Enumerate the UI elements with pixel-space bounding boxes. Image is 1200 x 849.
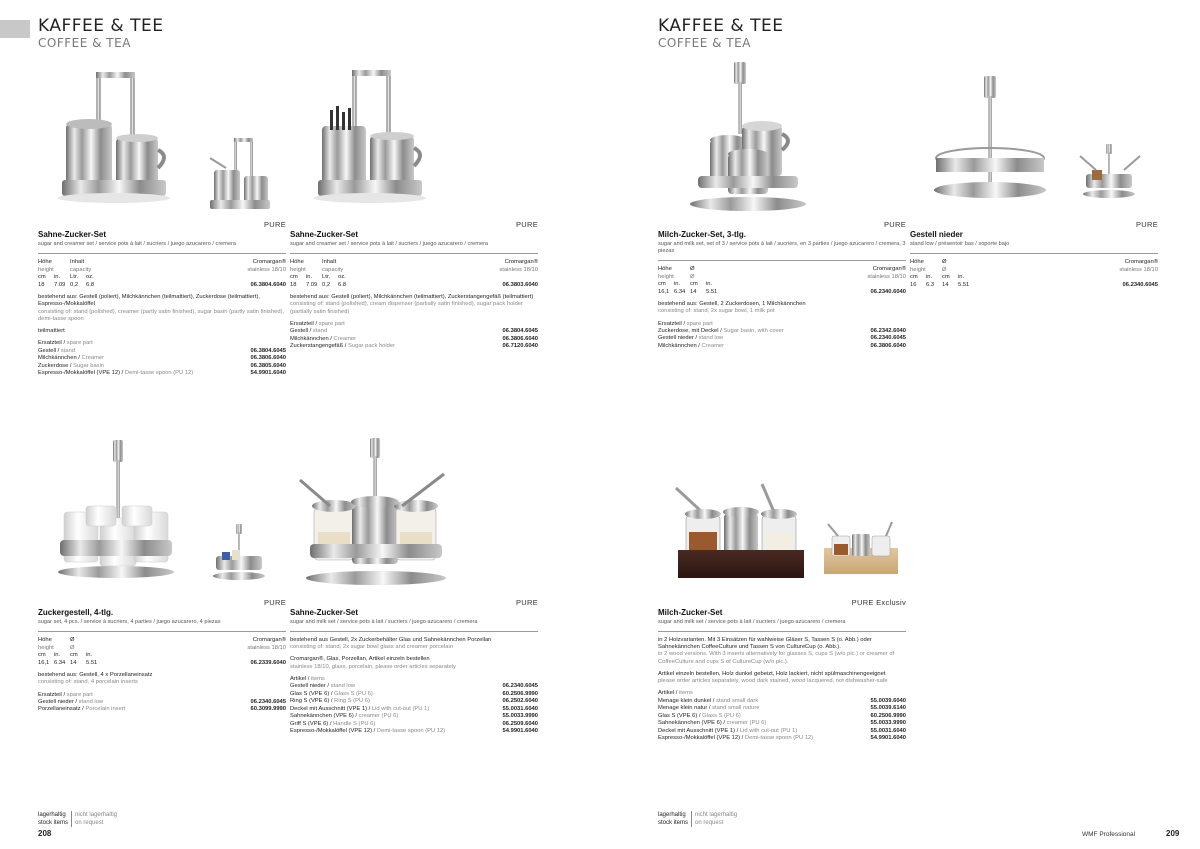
item-name: Zuckerstangengefäß <box>290 343 344 350</box>
product-title: Zuckergestell, 4-tlg. <box>38 608 114 617</box>
item-name-en: Creamer <box>81 355 105 362</box>
spec-value: 18 <box>38 281 45 288</box>
list-item: Zuckerdose / Sugar basin 06.3805.6040 <box>38 362 286 369</box>
spec-header: Höhe <box>658 265 672 272</box>
legend-request-en: on request <box>695 820 724 827</box>
spec-header: Inhalt <box>70 258 85 265</box>
item-name: Glas S (VPE 6) <box>290 690 330 697</box>
article-number: 06.2340.6045 <box>250 698 286 705</box>
spec-value: 14 <box>70 659 77 666</box>
product-subtitle: sugar and milk set / service pots à lait / sucriers / juego azucarero / cremera <box>290 619 478 625</box>
article-number: 06.3804.6045 <box>250 347 286 354</box>
brand-footer: WMF Professional <box>1082 831 1136 838</box>
article-number: 55.0033.9990 <box>502 713 538 720</box>
spec-unit: oz. <box>338 274 346 281</box>
spec-table <box>658 266 906 296</box>
description-en: consisting of: stand, 2x sugar bowl, 1 milk pot <box>658 308 775 315</box>
spare-part-list <box>658 328 906 351</box>
article-number: 55.0031.6040 <box>502 705 538 712</box>
item-name-en: creamer (PU 6) <box>358 713 399 720</box>
item-name: Deckel mit Ausschnitt (VPE 1) <box>658 727 735 734</box>
spare-part-list <box>290 328 538 351</box>
legend-request-de: nicht lagerhaltig <box>75 812 118 818</box>
item-name-en: Creamer <box>333 335 357 342</box>
milk-sugar-wood-set-illustration <box>658 432 906 590</box>
item-name-en: creamer (PU 6) <box>726 720 767 727</box>
spec-unit: oz. <box>86 274 94 281</box>
spare-part-heading: Ersatzteil / spare part <box>38 691 93 698</box>
spec-value: 14 <box>942 281 949 288</box>
product-photo <box>658 432 906 590</box>
list-item: Deckel mit Ausschnitt (VPE 1) / Lid with cut-out (PU 1) 55.0031.6040 <box>658 727 906 734</box>
spec-value: 6.34 <box>674 288 686 295</box>
spare-part-list <box>38 699 286 714</box>
spec-table <box>38 259 286 289</box>
spec-unit: cm <box>38 652 46 659</box>
spec-unit: in. <box>54 274 61 281</box>
spec-value: 0,2 <box>322 281 331 288</box>
article-number: 60.3099.9990 <box>250 706 286 713</box>
product-subtitle: sugar and milk set, set of 3 / service pots à lait / sucriers, en 3 parties / juego azucarero / cremera, 3 piezas <box>658 241 906 254</box>
item-name-en: Demi-tasse spoon (PU 12) <box>124 370 194 377</box>
item-name-en: stand small nature <box>712 705 760 712</box>
spare-part-heading: Ersatzteil / spare part <box>38 340 93 347</box>
item-name: Deckel mit Ausschnitt (VPE 1) <box>290 705 367 712</box>
item-name-en: Handle S (PU 6) <box>333 720 376 727</box>
item-name-en: stand <box>60 347 76 354</box>
material-note-en: stainless 18/10, glass, porcelain, please order articles separately <box>290 663 456 670</box>
product-info <box>290 608 538 736</box>
spec-header: Cromargan® <box>1124 258 1158 265</box>
article-number: 06.2339.6040 <box>250 659 286 666</box>
divider <box>910 253 1158 254</box>
spec-header-en: capacity <box>70 266 92 273</box>
legend-request-de: nicht lagerhaltig <box>695 812 738 818</box>
spare-part-label: Ersatzteil <box>38 691 62 698</box>
description-de: bestehend aus: Gestell (poliert), Milchkännchen (teilmattiert), Zuckerdose (teilmattiert), Espresso-/Mokkalöffel <box>38 294 260 308</box>
spec-header-en: Ø <box>690 273 695 280</box>
spec-value: 7.09 <box>306 281 318 288</box>
product-photo <box>290 62 538 220</box>
spec-header: Höhe <box>290 258 304 265</box>
spec-value: 18 <box>290 281 297 288</box>
divider <box>290 253 538 254</box>
article-number: 54.9901.6040 <box>502 728 538 735</box>
product-info <box>658 230 906 350</box>
product-subtitle: stand low / présentoir bas / soporte bajo <box>910 241 1010 247</box>
item-name: Gestell <box>38 347 57 354</box>
item-name-en: Lid with cut-out (PU 1) <box>371 705 430 712</box>
list-item: Griff S (VPE 6) / Handle S (PU 6) 06.2509.6040 <box>290 720 538 727</box>
item-name: Gestell nieder <box>38 698 74 705</box>
material-note-en: please order articles separately, wood dark stained, wood lacquered, not dishwasher-safe <box>658 678 888 685</box>
spec-unit: in. <box>86 652 93 659</box>
divider <box>658 260 906 261</box>
list-item: Espresso-/Mokkalöffel (VPE 12) / Demi-tasse spoon (PU 12) 54.9901.6040 <box>658 735 906 742</box>
spec-unit: cm <box>910 274 918 281</box>
sugar-creamer-set-illustration <box>290 62 538 220</box>
item-name: Milchkännchen <box>38 355 77 362</box>
article-number: 55.0039.6140 <box>870 705 906 712</box>
spare-part-label-en: spare part <box>686 320 713 327</box>
product-info <box>658 608 906 743</box>
item-name: Espresso-/Mokkalöffel (VPE 12) <box>290 728 373 735</box>
spec-unit: Ltr. <box>322 274 331 281</box>
items-heading: Artikel / items <box>658 690 693 697</box>
spec-unit: in. <box>54 652 61 659</box>
product-photo <box>38 432 286 590</box>
sugar-stand-illustration <box>38 432 286 590</box>
list-item: Ring S (VPE 6) / Ring S (PU 6) 06.2502.6040 <box>290 698 538 705</box>
divider <box>290 631 538 632</box>
legend-request-en: on request <box>75 820 104 827</box>
spare-part-list <box>38 348 286 378</box>
spec-value: 7.09 <box>54 281 66 288</box>
page-subtitle: COFFEE & TEA <box>658 36 751 50</box>
article-number: 06.3806.6040 <box>870 342 906 349</box>
description-en: consisting of: stand (polished), creamer (partly satin finished), sugar basin (partly satin finished), demi-tasse spoon <box>38 308 285 322</box>
article-number: 55.0039.6040 <box>870 697 906 704</box>
product-photo <box>38 62 286 220</box>
item-name: Ring S (VPE 6) <box>290 698 330 705</box>
product-subtitle: sugar and creamer set / service pots à lait / sucriers / juego azucarero / cremera <box>290 241 489 247</box>
spec-header: Höhe <box>38 258 52 265</box>
list-item: Porzellaneinsatz / Porcelain insert 60.3099.9990 <box>38 706 286 713</box>
list-item: Milchkännchen / Creamer 06.3806.6040 <box>38 355 286 362</box>
list-item: Menage klein dunkel / stand small dark 55.0039.6040 <box>658 697 906 704</box>
item-name-en: stand low <box>330 683 356 690</box>
spec-unit: Ltr. <box>70 274 79 281</box>
legend-stock-de: lagerhaltig <box>38 811 72 819</box>
spec-unit: in. <box>306 274 313 281</box>
page-title: KAFFEE & TEE <box>38 16 164 36</box>
spec-header: Ø <box>690 265 695 272</box>
item-name: Griff S (VPE 6) <box>290 720 329 727</box>
item-name: Espresso-/Mokkalöffel (VPE 12) <box>38 370 121 377</box>
finish-note: teilmattiert <box>38 328 65 335</box>
product-subtitle: sugar and creamer set / service pots à lait / sucriers / juego azucarero / cremera <box>38 241 237 247</box>
spec-header: Cromargan® <box>872 265 906 272</box>
spec-value: 16,1 <box>38 659 50 666</box>
spec-header: Höhe <box>38 636 52 643</box>
list-item: Gestell / stand 06.3804.6045 <box>290 328 538 335</box>
spec-header: Cromargan® <box>252 636 286 643</box>
item-name: Sahnekännchen (VPE 6) <box>658 720 722 727</box>
item-name-en: stand low <box>698 335 724 342</box>
product-photo <box>658 62 906 220</box>
list-item: Gestell nieder / stand low 06.2340.6045 <box>658 335 906 342</box>
article-number: 54.9901.6040 <box>870 735 906 742</box>
product-title: Sahne-Zucker-Set <box>38 230 107 239</box>
article-number: 55.0033.9990 <box>870 720 906 727</box>
description-en: consisting of: stand (polished), cream dispenser (partially satin finished), sugar pack holder (partially satin finished) <box>290 301 523 315</box>
spare-part-label: Ersatzteil <box>658 320 682 327</box>
item-name-en: Glass S (PU 6) <box>702 712 741 719</box>
spec-unit: cm <box>38 274 46 281</box>
catalog-page-right <box>600 0 1200 849</box>
item-name-en: Sugar pack holder <box>348 343 396 350</box>
list-item: Menage klein natur / stand small nature 55.0039.6140 <box>658 705 906 712</box>
product-line-tag: PURE <box>515 598 538 607</box>
article-number: 06.2509.6040 <box>502 720 538 727</box>
product-line-tag: PURE <box>883 220 906 229</box>
product-line-tag: PURE <box>263 598 286 607</box>
item-name: Sahnekännchen (VPE 6) <box>290 713 354 720</box>
article-number: 06.2342.6040 <box>870 327 906 334</box>
spec-header-en: height <box>38 266 54 273</box>
stock-legend <box>38 811 117 827</box>
item-name: Milchkännchen <box>290 335 329 342</box>
product-line-tag: PURE <box>515 220 538 229</box>
product-info <box>290 230 538 351</box>
spec-unit: in. <box>706 281 713 288</box>
item-name-en: Creamer <box>701 342 725 349</box>
product-photo <box>290 432 538 590</box>
item-name: Espresso-/Mokkalöffel (VPE 12) <box>658 735 741 742</box>
item-name: Menage klein dunkel <box>658 697 712 704</box>
list-item: Espresso-/Mokkalöffel (VPE 12) / Demi-tasse spoon (PU 12) 54.9901.6040 <box>290 728 538 735</box>
page-title: KAFFEE & TEE <box>658 16 784 36</box>
spec-header-en: height <box>910 266 926 273</box>
item-name-en: stand <box>312 328 328 335</box>
item-name-en: Porcelain insert <box>85 706 126 713</box>
spec-value: 5.51 <box>958 281 970 288</box>
item-name: Gestell nieder <box>658 335 694 342</box>
item-name-en: Ring S (PU 6) <box>334 698 370 705</box>
items-list <box>658 698 906 743</box>
items-label-en: items <box>310 675 325 682</box>
spec-value: 5.51 <box>706 288 718 295</box>
article-number: 54.9901.6040 <box>250 370 286 377</box>
divider <box>658 631 906 632</box>
item-name: Menage klein natur <box>658 705 708 712</box>
item-name-en: stand low <box>78 698 104 705</box>
list-item: Gestell nieder / stand low 06.2340.6045 <box>290 683 538 690</box>
spec-value: 6.3 <box>926 281 935 288</box>
spare-part-label: Ersatzteil <box>38 340 62 347</box>
list-item: Milchkännchen / Creamer 06.3806.6040 <box>658 342 906 349</box>
description-en: consisting of: stand, 2x sugar bowl glass and creamer porcelain <box>290 644 454 651</box>
list-item: Sahnekännchen (VPE 6) / creamer (PU 6) 55.0033.9990 <box>290 713 538 720</box>
product-title: Gestell nieder <box>910 230 963 239</box>
spec-header-en: height <box>290 266 306 273</box>
spec-unit: in. <box>958 274 965 281</box>
item-name-en: Demi-tasse spoon (PU 12) <box>376 728 446 735</box>
product-title: Milch-Zucker-Set, 3-tlg. <box>658 230 747 239</box>
spec-value: 6.34 <box>54 659 66 666</box>
items-list <box>290 683 538 736</box>
spec-header: Cromargan® <box>504 258 538 265</box>
product-subtitle: sugar and milk set / service pots à lait / sucriers / juego azucarero / cremera <box>658 619 846 625</box>
product-info <box>910 230 1158 289</box>
low-stand-illustration <box>910 62 1158 220</box>
item-name: Milchkännchen <box>658 342 697 349</box>
list-item: Zuckerdose, mit Deckel / Sugar basin, with cover 06.2342.6040 <box>658 327 906 334</box>
item-name-en: Sugar basin <box>73 362 105 369</box>
item-name: Zuckerdose, mit Deckel <box>658 327 719 334</box>
item-name: Gestell nieder <box>290 683 326 690</box>
article-number: 06.3803.6040 <box>502 281 538 288</box>
item-name: Zuckerdose <box>38 362 69 369</box>
spare-part-heading: Ersatzteil / spare part <box>290 320 345 327</box>
item-name-en: Glass S (PU 6) <box>334 690 373 697</box>
spec-header-en: Ø <box>942 266 947 273</box>
product-photo <box>910 62 1158 220</box>
spec-header: Ø <box>70 636 75 643</box>
spec-header: Höhe <box>910 258 924 265</box>
spec-header-en: stainless 18/10 <box>1119 266 1158 273</box>
article-number: 06.3804.6045 <box>502 328 538 335</box>
item-name-en: stand small dark <box>716 697 759 704</box>
article-number: 06.2340.6045 <box>1122 281 1158 288</box>
article-number: 06.3806.6040 <box>250 355 286 362</box>
items-label-en: items <box>678 690 693 697</box>
article-number: 06.2340.6045 <box>870 335 906 342</box>
sugar-milk-set-illustration <box>290 432 538 590</box>
spec-value: 6.8 <box>86 281 95 288</box>
item-name-en: Demi-tasse spoon (PU 12) <box>744 735 814 742</box>
list-item: Gestell / stand 06.3804.6045 <box>38 347 286 354</box>
page-number: 208 <box>38 829 52 838</box>
article-number: 06.2340.6045 <box>502 683 538 690</box>
product-title: Sahne-Zucker-Set <box>290 608 359 617</box>
product-title: Milch-Zucker-Set <box>658 608 723 617</box>
spec-header: Cromargan® <box>252 258 286 265</box>
article-number: 06.2340.6040 <box>870 288 906 295</box>
items-label: Artikel <box>658 690 675 697</box>
list-item: Milchkännchen / Creamer 06.3806.6040 <box>290 335 538 342</box>
product-info <box>38 230 286 378</box>
page-number: 209 <box>1166 829 1180 838</box>
spec-header-en: height <box>38 644 54 651</box>
item-name: Gestell <box>290 328 309 335</box>
article-number: 06.7120.6040 <box>502 343 538 350</box>
items-label: Artikel <box>290 675 307 682</box>
material-note-de: Cromargan®, Glas, Porzellan, Artikel einzeln bestellen <box>290 656 430 663</box>
description-de: in 2 Holzvarianten. Mit 3 Einsätzen für wahlweise Gläser S, Tassen S (o. Abb.) oder Sahnekännchen CoffeeCulture und Tassen S von CultureCup (o. Abb.). <box>658 636 872 651</box>
spec-header-en: stainless 18/10 <box>867 273 906 280</box>
description-en: in 2 wood versions. With 3 inserts alternatively for glasses S, cups S (w/o pic.) or creamer of CoffeeCulture and cups S of CultureCup (w/o pic.). <box>658 651 895 665</box>
item-name: Glas S (VPE 6) <box>658 712 698 719</box>
spec-header-en: height <box>658 273 674 280</box>
divider <box>38 631 286 632</box>
spare-part-label-en: spare part <box>66 691 93 698</box>
product-line-tag: PURE <box>1135 220 1158 229</box>
product-line-tag: PURE Exclusiv <box>851 598 906 607</box>
spec-table <box>910 259 1158 289</box>
spec-value: 16,1 <box>658 288 670 295</box>
product-info <box>38 608 286 714</box>
item-name-en: Lid with cut-out (PU 1) <box>739 727 798 734</box>
spec-header-en: capacity <box>322 266 344 273</box>
description-de: bestehend aus: Gestell, 2 Zuckerdosen, 1 Milchkännchen <box>658 301 806 308</box>
product-line-tag: PURE <box>263 220 286 229</box>
spec-header-en: Ø <box>70 644 75 651</box>
spec-unit: cm <box>70 652 78 659</box>
spec-header: Inhalt <box>322 258 337 265</box>
description-de: bestehend aus Gestell, 2x Zuckerbehälter Glas und Sahnekännchen Porzellan <box>290 636 492 643</box>
list-item: Deckel mit Ausschnitt (VPE 1) / Lid with cut-out (PU 1) 55.0031.6040 <box>290 705 538 712</box>
product-subtitle: sugar set, 4 pcs. / service à sucriers, 4 parties / juego azucarero, 4 piezas <box>38 619 221 625</box>
article-number: 06.2502.6040 <box>502 698 538 705</box>
page-subtitle: COFFEE & TEA <box>38 36 131 50</box>
list-item: Sahnekännchen (VPE 6) / creamer (PU 6) 55.0033.9990 <box>658 720 906 727</box>
spec-value: 14 <box>690 288 697 295</box>
milk-sugar-set-illustration <box>658 62 906 220</box>
spec-value: 0,2 <box>70 281 79 288</box>
spec-header: Ø <box>942 258 947 265</box>
divider <box>38 253 286 254</box>
sugar-creamer-set-illustration <box>38 62 286 220</box>
article-number: 60.2506.9990 <box>502 690 538 697</box>
spec-table <box>38 637 286 667</box>
legend-stock-en: stock items <box>38 819 72 827</box>
spec-unit: in. <box>674 281 681 288</box>
spec-unit: cm <box>942 274 950 281</box>
item-name: Porzellaneinsatz <box>38 706 81 713</box>
spec-header-en: stainless 18/10 <box>247 644 286 651</box>
product-title: Sahne-Zucker-Set <box>290 230 359 239</box>
legend-stock-de: lagerhaltig <box>658 811 692 819</box>
article-number: 06.3805.6040 <box>250 362 286 369</box>
spec-value: 16 <box>910 281 917 288</box>
article-number: 55.0031.6040 <box>870 727 906 734</box>
article-number: 60.2506.9990 <box>870 712 906 719</box>
spec-value: 5.51 <box>86 659 98 666</box>
article-number: 06.3806.6040 <box>502 335 538 342</box>
list-item: Gestell nieder / stand low 06.2340.6045 <box>38 698 286 705</box>
spec-unit: cm <box>290 274 298 281</box>
spec-value: 6.8 <box>338 281 347 288</box>
material-note-de: Artikel einzeln bestellen, Holz dunkel gebeizt, Holz lackiert, nicht spülmaschinengeeignet <box>658 670 886 677</box>
items-heading: Artikel / items <box>290 675 325 682</box>
spare-part-heading: Ersatzteil / spare part <box>658 320 713 327</box>
list-item: Glas S (VPE 6) / Glass S (PU 6) 60.2506.9990 <box>658 712 906 719</box>
legend-stock-en: stock items <box>658 819 692 827</box>
spec-header-en: stainless 18/10 <box>247 266 286 273</box>
spec-header-en: stainless 18/10 <box>499 266 538 273</box>
item-name-en: Sugar basin, with cover <box>723 327 784 334</box>
description-de: bestehend aus: Gestell, 4 x Porzellaneinsatz <box>38 672 153 679</box>
stock-legend <box>658 811 737 827</box>
list-item: Espresso-/Mokkalöffel (VPE 12) / Demi-tasse spoon (PU 12) 54.9901.6040 <box>38 370 286 377</box>
description-de: bestehend aus: Gestell (poliert), Milchkännchen (teilmattiert), Zuckerstangengefäß (teilmattiert) <box>290 294 534 301</box>
description-en: consisting of: stand, 4 porcelain inserts <box>38 679 138 686</box>
list-item: Zuckerstangengefäß / Sugar pack holder 06.7120.6040 <box>290 343 538 350</box>
article-number: 06.3804.6040 <box>250 281 286 288</box>
section-tab-marker <box>0 20 30 38</box>
spare-part-label-en: spare part <box>318 320 345 327</box>
list-item: Glas S (VPE 6) / Glass S (PU 6) 60.2506.9990 <box>290 690 538 697</box>
spare-part-label-en: spare part <box>66 340 93 347</box>
spare-part-label: Ersatzteil <box>290 320 314 327</box>
spec-table <box>290 259 538 289</box>
spec-unit: cm <box>690 281 698 288</box>
spec-unit: in. <box>926 274 933 281</box>
spec-unit: cm <box>658 281 666 288</box>
